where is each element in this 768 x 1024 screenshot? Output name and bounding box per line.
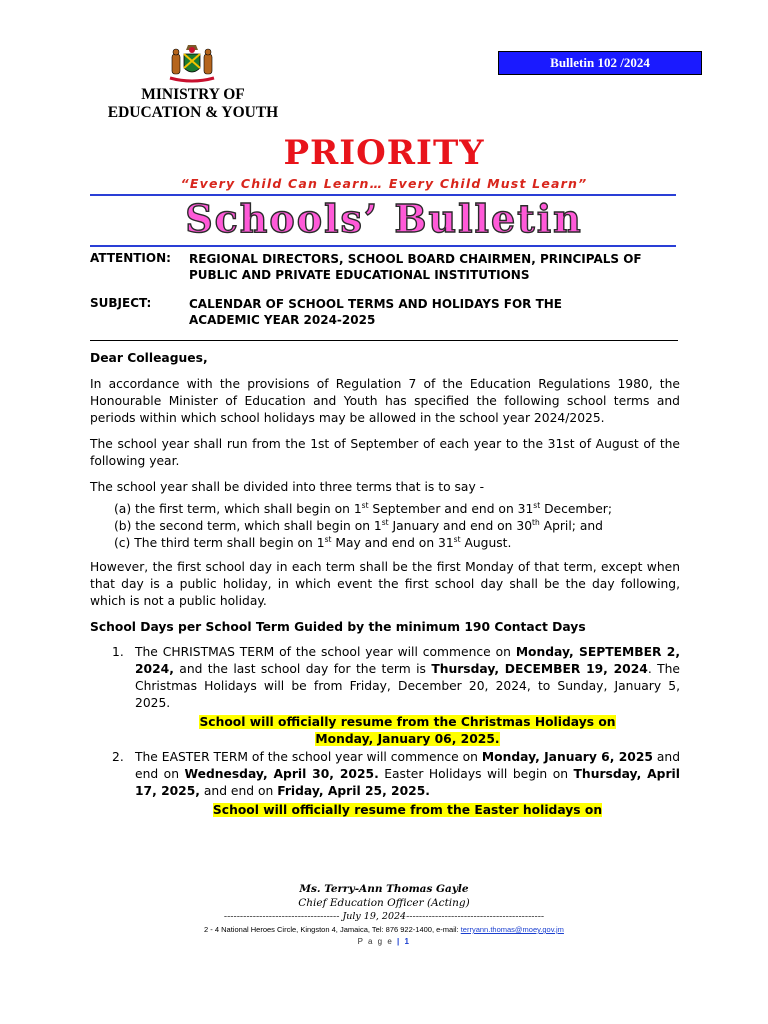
paragraph-regulation: In accordance with the provisions of Regulation 7 of the Education Regulations 1980, the Honourable Minister of Education and Youth has specified the following school terms and periods within which school holidays may be allowed in the school year 2024/2025. xyxy=(90,377,680,425)
divider-bottom xyxy=(90,245,676,247)
christmas-resume-notice: School will officially resume from the Christmas Holidays on Monday, January 06, 2025. xyxy=(199,715,616,746)
signatory-title: Chief Education Officer (Acting) xyxy=(298,897,470,909)
term-item-a: (a) the first term, which shall begin on 1st September and end on 31st December; xyxy=(114,501,612,516)
paragraph-first-monday: However, the first school day in each term shall be the first Monday of that term, except when that day is a public holiday, in which event the first school day shall be the day following, which is not a public holiday. xyxy=(90,560,680,608)
school-days-heading: School Days per School Term Guided by the minimum 190 Contact Days xyxy=(90,620,586,634)
term-item-c: (c) The third term shall begin on 1st May and end on 31st August. xyxy=(114,535,512,550)
paragraph-terms-intro: The school year shall be divided into three terms that is to say - xyxy=(90,480,485,494)
list-number: 1. xyxy=(112,645,124,659)
coat-of-arms-logo xyxy=(168,44,216,84)
email-link[interactable]: terryann.thomas@moey.gov.jm xyxy=(460,925,564,934)
list-number: 2. xyxy=(112,750,124,764)
signatory-name: Ms. Terry-Ann Thomas Gayle xyxy=(299,883,469,895)
paragraph-school-year: The school year shall run from the 1st of September of each year to the 31st of August of the following year. xyxy=(90,437,680,468)
subject-line-2: ACADEMIC YEAR 2024-2025 xyxy=(189,313,376,327)
salutation: Dear Colleagues, xyxy=(90,351,208,365)
ministry-motto: “Every Child Can Learn… Every Child Must Learn” xyxy=(180,176,588,191)
terms-list xyxy=(114,501,680,552)
numbered-list xyxy=(112,644,680,819)
subject-label: SUBJECT: xyxy=(90,296,152,310)
term-item-b: (b) the second term, which shall begin on 1st January and end on 30th April; and xyxy=(114,518,603,533)
ministry-address: 2 - 4 National Heroes Circle, Kingston 4, Jamaica, Tel: 876 922-1400, e-mail: terryann.thomas@moey.gov.jm xyxy=(204,925,564,934)
bulletin-number-badge: Bulletin 102 /2024 xyxy=(498,51,702,75)
attention-value: REGIONAL DIRECTORS, SCHOOL BOARD CHAIRMEN, PRINCIPALS OF PUBLIC AND PRIVATE EDUCATIONAL INSTITUTIONS xyxy=(189,252,642,282)
attention-label: ATTENTION: xyxy=(90,251,171,265)
letter-body xyxy=(90,350,680,820)
priority-heading: PRIORITY xyxy=(283,133,485,173)
list-item-easter-term: 2. The EASTER TERM of the school year will commence on Monday, January 6, 2025 and end on Wednesday, April 30, 2025. Easter Holidays will begin on Thursday, April 17, 2025, and end on Friday, April 25, 2025. xyxy=(112,750,681,798)
list-item-christmas-term: 1. The CHRISTMAS TERM of the school year will commence on Monday, SEPTEMBER 2, 2024, and the last school day for the term is Thursday, DECEMBER 19, 2024. The Christmas Holidays will be from Friday, December 20, 2024, to Sunday, January 5, 2025. xyxy=(112,645,680,710)
subject-value xyxy=(189,296,689,328)
document-date: ------------------------------------ July 19, 2024------------------------------------------- xyxy=(223,911,545,922)
ministry-name: MINISTRY OF EDUCATION & YOUTH xyxy=(107,86,279,121)
bulletin-title: Schools’ Bulletin xyxy=(185,196,583,241)
page-number: P a g e | 1 xyxy=(357,937,411,946)
subject-divider xyxy=(90,340,678,341)
subject-line-1: CALENDAR OF SCHOOL TERMS AND HOLIDAYS FOR THE xyxy=(189,297,563,311)
easter-resume-notice: School will officially resume from the Easter holidays on xyxy=(212,803,603,817)
